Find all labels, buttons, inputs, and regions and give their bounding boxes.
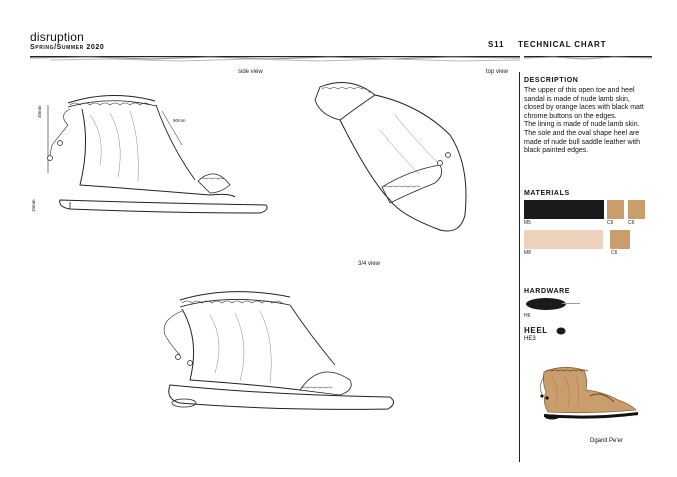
hardware-button-icon bbox=[524, 297, 580, 311]
three-quarter-view-label: 3/4 view bbox=[358, 261, 381, 267]
heel-code: HE3 bbox=[524, 336, 536, 342]
material-swatch-label: C6 bbox=[628, 220, 635, 226]
material-swatch-c6 bbox=[610, 230, 630, 249]
material-swatch-c6 bbox=[628, 200, 645, 219]
header-texture-strip-right bbox=[524, 52, 652, 62]
heel-title: HEEL bbox=[524, 326, 548, 335]
description-paragraph: The upper of this open toe and heel sandal is made of nude lamb skin, closed by orange laces with black matt chrome buttons on the edges. bbox=[524, 87, 644, 120]
chart-title: TECHNICAL CHART bbox=[518, 40, 607, 49]
dimension-height-right: 90mm bbox=[173, 118, 186, 123]
description-title: DESCRIPTION bbox=[524, 77, 579, 84]
brand-name: disruption bbox=[30, 30, 85, 44]
dimension-height-left: 40mm bbox=[37, 105, 42, 118]
top-view-drawing bbox=[300, 75, 500, 240]
side-view-label: side view bbox=[238, 69, 263, 75]
description-text bbox=[524, 87, 652, 156]
hardware-title: HARDWARE bbox=[524, 288, 571, 295]
material-swatch-m8 bbox=[524, 230, 603, 249]
season-label: Spring/Summer 2020 bbox=[30, 44, 105, 51]
material-swatch-label: C6 bbox=[611, 250, 618, 256]
heel-shape-icon bbox=[556, 327, 566, 335]
materials-title: MATERIALS bbox=[524, 190, 570, 197]
panel-divider bbox=[519, 72, 520, 462]
model-code: S11 bbox=[488, 40, 505, 49]
side-view-drawing bbox=[30, 85, 280, 225]
material-swatch-m5 bbox=[524, 200, 604, 219]
material-swatch-label: M8 bbox=[524, 250, 531, 256]
material-swatch-c6 bbox=[607, 200, 624, 219]
hardware-code: H6 bbox=[524, 313, 531, 319]
dimension-heel: 10mm bbox=[31, 199, 36, 212]
description-paragraph: The lining is made of nude lamb skin. bbox=[524, 121, 640, 129]
three-quarter-view-drawing bbox=[150, 285, 410, 435]
designer-signature: Dganit Pe'er bbox=[590, 438, 623, 444]
description-paragraph: The sole and the oval shape heel are made of nude bull saddle leather with black painted edges. bbox=[524, 129, 640, 155]
top-view-label: top view bbox=[486, 69, 509, 75]
product-photo bbox=[532, 362, 642, 422]
material-swatch-label: C6 bbox=[607, 220, 614, 226]
material-swatch-label: M5 bbox=[524, 220, 531, 226]
header-texture-strip bbox=[30, 52, 520, 62]
